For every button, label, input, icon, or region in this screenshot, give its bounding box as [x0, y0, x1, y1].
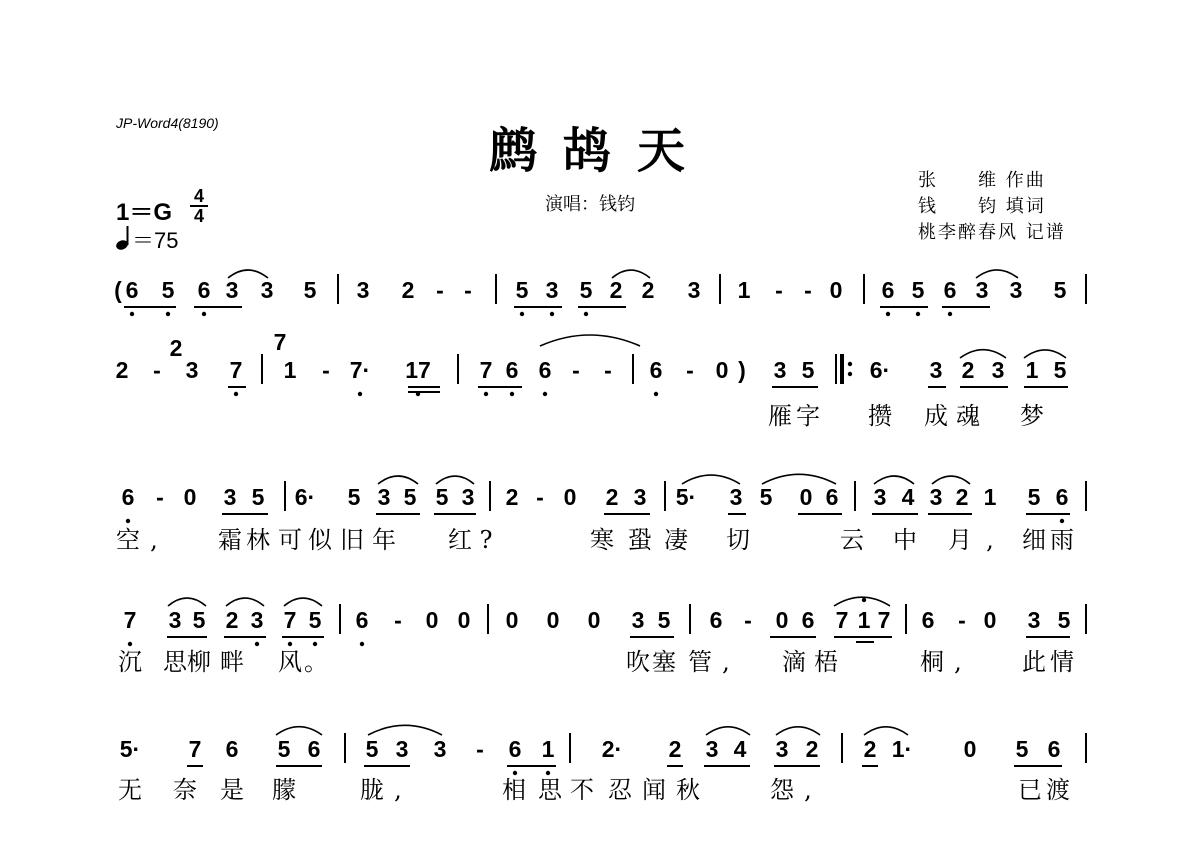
jianpu-note: 2: [955, 484, 969, 510]
lyric-char: 忍: [608, 776, 632, 804]
jianpu-note: 1: [541, 736, 555, 762]
slur: [834, 597, 890, 606]
lyric-char: 可: [278, 526, 302, 554]
lyric-char: ,: [804, 776, 812, 804]
jianpu-note: 7: [123, 607, 137, 633]
software-label: JP-Word4(8190): [116, 115, 219, 131]
time-signature-bottom: 4: [193, 206, 204, 226]
jianpu-note: 2: [401, 277, 415, 303]
jianpu-note: 2: [505, 484, 519, 510]
octave-dot: [360, 642, 364, 646]
jianpu-note: 6: [1055, 484, 1069, 510]
jianpu-note: 3: [687, 277, 701, 303]
lyric-char: 不: [570, 776, 594, 804]
jianpu-note: 5: [303, 277, 317, 303]
jianpu-note: 1: [283, 357, 297, 383]
lyric-char: 雨: [1050, 526, 1074, 554]
jianpu-note: 5: [277, 736, 291, 762]
octave-dot: [916, 312, 920, 316]
jianpu-note: 6: [538, 357, 552, 383]
slur: [776, 727, 820, 735]
jianpu-note: 2: [863, 736, 877, 762]
octave-dot: [166, 312, 170, 316]
lyric-char: 月: [948, 526, 972, 554]
octave-dot: [550, 312, 554, 316]
lyricist-credit: 钱 钧 填词: [918, 196, 1046, 217]
lyric-char: 梧: [814, 648, 838, 676]
jianpu-note: 3: [433, 736, 447, 762]
jianpu-note: 1: [857, 607, 871, 633]
jianpu-note: 3: [1027, 607, 1041, 633]
octave-dot: [1060, 519, 1064, 523]
jianpu-note: 7: [835, 607, 849, 633]
jianpu-note: 7: [479, 357, 493, 383]
lyric-char: 桐: [920, 648, 944, 676]
jianpu-note: 4: [901, 484, 915, 510]
jianpu-note: 3: [1009, 277, 1023, 303]
composer-credit: 张 维 作曲: [918, 170, 1046, 191]
time-signature-top: 4: [193, 186, 204, 206]
lyric-char: 吹: [626, 648, 650, 676]
song-title: 鹧鸪天: [488, 123, 711, 179]
slur: [226, 598, 264, 606]
jianpu-note: 0: [183, 484, 197, 510]
lyric-char: 字: [796, 402, 820, 430]
octave-dot: [654, 392, 658, 396]
lyric-char: 此: [1022, 648, 1046, 676]
lyric-char: 旧: [340, 526, 364, 554]
jianpu-note: 6: [1047, 736, 1061, 762]
lyric-char: 似: [308, 526, 332, 554]
jianpu-note: -: [775, 277, 783, 303]
jianpu-note: 6: [943, 277, 957, 303]
lyric-char: 胧: [360, 776, 384, 804]
jianpu-note: 3: [250, 607, 264, 633]
octave-dot: [128, 642, 132, 646]
jianpu-note: -: [536, 484, 544, 510]
lyric-char: 。: [304, 648, 328, 676]
lyric-char: 年: [372, 526, 396, 554]
jianpu-note: -: [394, 607, 402, 633]
lyric-char: 细: [1022, 526, 1046, 554]
jianpu-note: 5·: [675, 484, 697, 510]
grace-note: 7: [273, 329, 287, 355]
lyric-char: ,: [986, 526, 994, 554]
jianpu-note: 2: [605, 484, 619, 510]
lyric-char: 寒: [590, 526, 614, 554]
slur: [682, 475, 740, 484]
octave-dot: [313, 642, 317, 646]
jianpu-note: 3: [631, 607, 645, 633]
slur: [284, 598, 322, 606]
lyric-char: 管: [688, 648, 712, 676]
jianpu-note: -: [476, 736, 484, 762]
lyric-char: 成: [924, 402, 948, 430]
slur: [874, 476, 914, 484]
jianpu-note: 3: [633, 484, 647, 510]
jianpu-note: 3: [356, 277, 370, 303]
jianpu-note: 3: [729, 484, 743, 510]
jianpu-note: 3: [873, 484, 887, 510]
lyric-char: 畔: [220, 648, 244, 676]
octave-dot: [848, 362, 852, 366]
lyric-char: 相: [502, 776, 526, 804]
lyric-char: 怨: [770, 776, 794, 804]
lyric-char: 风: [278, 648, 302, 676]
octave-dot: [484, 392, 488, 396]
jianpu-note: -: [572, 357, 580, 383]
lyric-char: 朦: [272, 776, 296, 804]
jianpu-note: 0: [715, 357, 729, 383]
lyric-char: 空: [116, 526, 140, 554]
lyric-char: 秋: [676, 776, 700, 804]
jianpu-note: 6·: [869, 357, 891, 383]
jianpu-note: 3: [705, 736, 719, 762]
jianpu-note: 5: [801, 357, 815, 383]
octave-dot: [543, 392, 547, 396]
key-signature: 1＝G: [116, 199, 173, 226]
lyric-char: 霜: [218, 526, 242, 554]
jianpu-note: 5: [657, 607, 671, 633]
octave-dot: [546, 771, 550, 775]
jianpu-note: -: [156, 484, 164, 510]
lyric-char: 蛩: [628, 526, 652, 554]
jianpu-note: 0: [505, 607, 519, 633]
jianpu-note: 5: [911, 277, 925, 303]
octave-dot: [886, 312, 890, 316]
lyric-char: 滴: [782, 648, 806, 676]
lyric-char: 思: [538, 776, 562, 804]
jianpu-note: 5: [435, 484, 449, 510]
lyric-char: 切: [726, 526, 750, 554]
jianpu-note: 3: [225, 277, 239, 303]
octave-dot: [202, 312, 206, 316]
jianpu-note: -: [464, 277, 472, 303]
jianpu-note: 5: [251, 484, 265, 510]
lyric-char: 情: [1050, 648, 1074, 676]
octave-dot: [513, 771, 517, 775]
jianpu-note: 3: [775, 736, 789, 762]
lyric-char: 沉: [118, 648, 142, 676]
jianpu-note: 17: [405, 357, 431, 383]
jianpu-note: 5: [192, 607, 206, 633]
jianpu-note: 2: [641, 277, 655, 303]
jianpu-note: 1: [983, 484, 997, 510]
jianpu-note: -: [744, 607, 752, 633]
lyric-char: 思: [163, 648, 187, 676]
jianpu-note: 7: [877, 607, 891, 633]
slur: [932, 476, 970, 484]
lyric-char: 闻: [642, 776, 666, 804]
jianpu-note: 7·: [349, 357, 371, 383]
jianpu-note: 4: [733, 736, 747, 762]
jianpu-note: 1·: [891, 736, 913, 762]
jianpu-note: 5: [759, 484, 773, 510]
slur: [540, 335, 640, 346]
jianpu-note: 5: [1015, 736, 1029, 762]
lyric-char: 凄: [664, 526, 688, 554]
jianpu-note: 0: [587, 607, 601, 633]
jianpu-note: 6: [505, 357, 519, 383]
jianpu-note: 0: [963, 736, 977, 762]
jianpu-note: 6: [307, 736, 321, 762]
octave-dot: [848, 372, 852, 376]
jianpu-note: 2: [961, 357, 975, 383]
jianpu-note: 3: [773, 357, 787, 383]
octave-dot: [520, 312, 524, 316]
octave-dot: [234, 392, 238, 396]
octave-dot: [862, 598, 866, 602]
octave-dot: [255, 642, 259, 646]
jianpu-note: 5: [1027, 484, 1041, 510]
jianpu-note: 3: [929, 357, 943, 383]
jianpu-note: 6: [709, 607, 723, 633]
jianpu-note: -: [604, 357, 612, 383]
slur: [276, 727, 322, 735]
octave-dot: [288, 642, 292, 646]
jianpu-note: 5: [403, 484, 417, 510]
jianpu-note: 6: [825, 484, 839, 510]
lyric-char: 雁: [768, 402, 792, 430]
lyric-char: ?: [479, 526, 493, 554]
jianpu-note: 0: [457, 607, 471, 633]
jianpu-note: 2: [115, 357, 129, 383]
lyric-char: ,: [722, 648, 730, 676]
jianpu-note: 3: [377, 484, 391, 510]
lyric-char: ,: [394, 776, 402, 804]
octave-dot: [130, 312, 134, 316]
slur: [864, 727, 908, 735]
jianpu-note: 3: [929, 484, 943, 510]
jianpu-note: 7: [283, 607, 297, 633]
jianpu-note: 3: [395, 736, 409, 762]
lyric-char: 梦: [1020, 402, 1044, 430]
octave-dot: [948, 312, 952, 316]
slur: [762, 474, 836, 484]
jianpu-note: 3: [185, 357, 199, 383]
jianpu-note: 0: [563, 484, 577, 510]
jianpu-note: 2·: [601, 736, 623, 762]
jianpu-note: 2: [668, 736, 682, 762]
jianpu-note: 7: [188, 736, 202, 762]
jianpu-note: 6: [125, 277, 139, 303]
lyric-char: 云: [840, 526, 864, 554]
jianpu-note: 5: [161, 277, 175, 303]
jianpu-note: 5: [515, 277, 529, 303]
slur: [436, 476, 474, 484]
lyric-char: 中: [893, 526, 917, 554]
tempo-value: ＝75: [132, 228, 179, 253]
jianpu-note: -: [322, 357, 330, 383]
jianpu-note: 5: [347, 484, 361, 510]
lyric-char: 柳: [187, 648, 211, 676]
jianpu-note: -: [804, 277, 812, 303]
jianpu-note: 3: [223, 484, 237, 510]
jianpu-note: 0: [829, 277, 843, 303]
jianpu-note: 1: [1025, 357, 1039, 383]
lyric-char: 塞: [652, 648, 676, 676]
jianpu-note: 5: [308, 607, 322, 633]
jianpu-note: 3: [168, 607, 182, 633]
jianpu-note: 0: [799, 484, 813, 510]
jianpu-note: 5: [365, 736, 379, 762]
jianpu-note: 6: [197, 277, 211, 303]
jianpu-note: 0: [425, 607, 439, 633]
lyric-char: 无: [118, 776, 142, 804]
octave-dot: [584, 312, 588, 316]
jianpu-note: 5: [1053, 357, 1067, 383]
jianpu-note: 2: [609, 277, 623, 303]
jianpu-note: -: [958, 607, 966, 633]
jianpu-note: 6·: [294, 484, 316, 510]
lyric-char: 是: [220, 776, 244, 804]
jianpu-note: 0: [983, 607, 997, 633]
jianpu-note: -: [436, 277, 444, 303]
transcriber-credit: 桃李醉春风 记谱: [918, 222, 1066, 243]
octave-dot: [358, 392, 362, 396]
jianpu-note: 5·: [119, 736, 141, 762]
jianpu-note: 6: [355, 607, 369, 633]
jianpu-note: 2: [225, 607, 239, 633]
jianpu-note: 1: [737, 277, 751, 303]
close-paren: ): [738, 357, 746, 383]
lyric-char: 渡: [1046, 776, 1070, 804]
jianpu-note: 6: [881, 277, 895, 303]
jianpu-note: 6: [801, 607, 815, 633]
jianpu-note: 5: [579, 277, 593, 303]
lyric-char: ,: [150, 526, 158, 554]
jianpu-note: 5: [1053, 277, 1067, 303]
slur: [368, 725, 442, 735]
jianpu-note: 2: [805, 736, 819, 762]
lyric-char: 林: [246, 526, 270, 554]
jianpu-note: 6: [225, 736, 239, 762]
open-paren: (: [114, 277, 122, 303]
lyric-char: 魂: [956, 402, 980, 430]
jianpu-note: 5: [1057, 607, 1071, 633]
lyric-char: ,: [954, 648, 962, 676]
jianpu-note: 7: [229, 357, 243, 383]
lyric-char: 已: [1018, 776, 1042, 804]
singer-label: 演唱：钱钧: [545, 194, 635, 215]
lyric-char: 攒: [868, 402, 892, 430]
jianpu-note: 0: [775, 607, 789, 633]
jianpu-note: -: [153, 357, 161, 383]
octave-dot: [510, 392, 514, 396]
slur: [168, 598, 206, 606]
jianpu-note: 0: [546, 607, 560, 633]
slur: [378, 476, 418, 484]
slur: [706, 727, 750, 735]
jianpu-note: 6: [921, 607, 935, 633]
jianpu-note: -: [686, 357, 694, 383]
jianpu-note: 3: [461, 484, 475, 510]
octave-dot: [126, 519, 130, 523]
jianpu-note: 6: [508, 736, 522, 762]
lyric-char: 奈: [173, 776, 197, 804]
jianpu-note: 3: [545, 277, 559, 303]
jianpu-note: 3: [991, 357, 1005, 383]
lyric-char: 红: [448, 526, 472, 554]
jianpu-note: 6: [121, 484, 135, 510]
jianpu-note: 3: [975, 277, 989, 303]
jianpu-note: 6: [649, 357, 663, 383]
jianpu-note: 3: [260, 277, 274, 303]
grace-note: 2: [169, 335, 183, 361]
